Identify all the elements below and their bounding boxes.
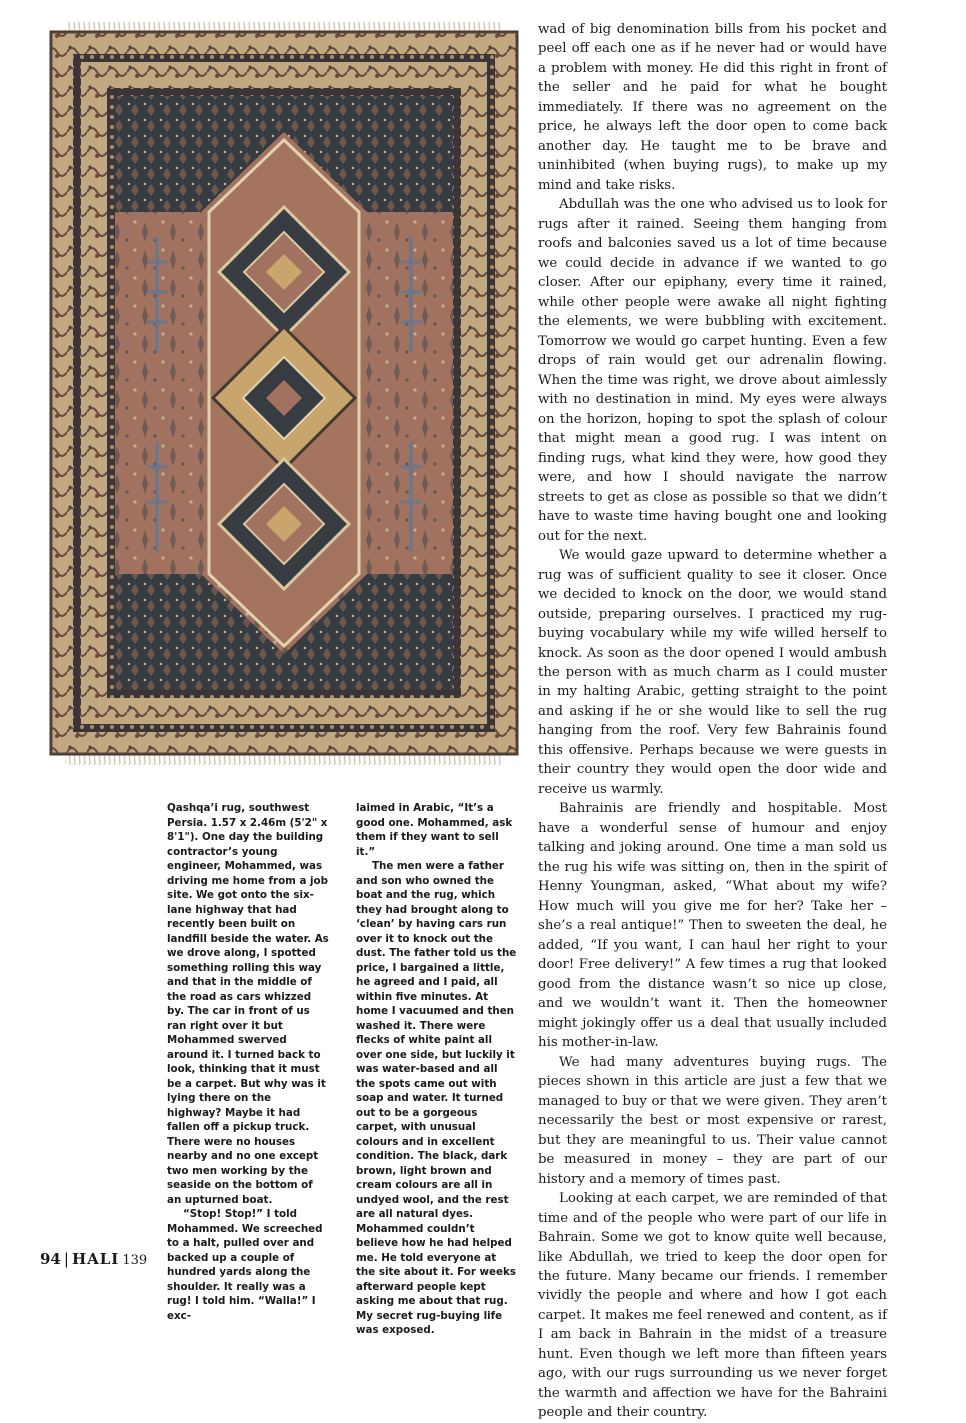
page-folio xyxy=(40,1250,147,1268)
rug-photo xyxy=(47,22,521,765)
caption-paragraph: The men were a father and son who owned the boat and the rug, which they had brought along to ‘clean’ by having cars run over it to knock out the dust. The father told us the price, I bargained a little, he agreed and I paid, all within five minutes. At home I vacuumed and then washed it. There were flecks of white paint all over one side, but luckily it was water-based and all the spots came out with soap and water. It turned out to be a gorgeous carpet, with unusual colours and in excellent condition. The black, dark brown, light brown and cream colours are all in undyed wool, and the rest are all natural dyes. Mohammed couldn’t believe how he had helped me. He told everyone at the site about it. For weeks afterward people kept asking me about that rug. My secret rug-buying life was exposed. xyxy=(356,860,517,1336)
article-paragraph: Bahrainis are friendly and hospitable. Most have a wonderful sense of humour and enjoy talking and joking around. One time a man sold us the rug his wife was sitting on, then in the spirit of Henny Youngman, asked, “What about my wife? How much will you give me for her? Take her – she’s a real antique!” Then to sweeten the deal, he added, “If you want, I can haul her right to your door! Free delivery!” A few times a rug that looked good from the distance wasn’t so nice up close, and we wouldn’t want it. Then the homeowner might jokingly offer us a deal that usually included his mother-in-law. xyxy=(538,801,887,1051)
caption-paragraph: “Stop! Stop!” I told Mohammed. We screeched to a halt, pulled over and backed up a couple of hundred yards along the shoulder. It really was a rug! I told him. “Walla!” I exc- xyxy=(167,1208,323,1322)
page-number: 94 xyxy=(40,1250,61,1268)
caption-paragraph: laimed in Arabic, “It’s a good one. Mohammed, ask them if they want to sell it.” xyxy=(356,802,513,858)
caption-column-2 xyxy=(356,801,518,1338)
article-paragraph: Abdullah was the one who advised us to look for rugs after it rained. Seeing them hanging from roofs and balconies saved us a lot of time because we could decide in advance if we wanted to go closer. After our epiphany, every time it rained, while other people were awake all night fighting the elements, we were bubbling with excitement. Tomorrow we would go carpet hunting. Even a few drops of rain would get our adrenalin flowing. When the time was right, we drove about aimlessly with no destination in mind. My eyes were always on the horizon, hoping to spot the splash of colour that might mean a good rug. I was intent on finding rugs, what kind they were, how good they were, and how I should navigate the narrow streets to get as close as possible so that we didn’t have to waste time having bought one and looking out for the next. xyxy=(538,197,887,544)
article-paragraph: Looking at each carpet, we are reminded of that time and of the people who were part of our life in Bahrain. Some we got to know quite well because, like Abdullah, we tried to keep the door open for the future. Many became our friends. I remember vividly the people and where and how I got each carpet. It makes me feel renewed and content, as if I am back in Bahrain in the midst of a treasure hunt. Even though we left more than fifteen years ago, with our rugs surrounding us we never forget the warmth and affection we have for the Bahraini people and their country. xyxy=(538,1191,887,1421)
magazine-name: HALI xyxy=(71,1250,120,1268)
issue-number: 139 xyxy=(122,1253,148,1268)
caption-paragraph: Qashqa’i rug, southwest Persia. 1.57 x 2.46m (5'2" x 8'1"). One day the building contractor’s young engineer, Mohammed, was driving me home from a job site. We got onto the six-lane highway that had recently been built on landfill beside the water. As we drove along, I spotted something rolling this way and that in the middle of the road as cars whizzed by. The car in front of us ran right over it but Mohammed swerved around it. I turned back to look, thinking that it must be a carpet. But why was it lying there on the highway? Maybe it had fallen off a pickup truck. There were no houses nearby and no one except two men working by the seaside on the bottom of an upturned boat. xyxy=(167,802,329,1206)
article-body xyxy=(538,20,887,1423)
caption-column-1 xyxy=(167,801,329,1323)
article-paragraph: We would gaze upward to determine whether a rug was of sufficient quality to see it closer. Once we decided to knock on the door, we would stand outside, preparing ourselves. I practiced my rug-buying vocabulary while my wife willed herself to knock. As soon as the door opened I would ambush the person with as much charm as I could muster in my halting Arabic, getting straight to the point and asking if he or she would like to sell the rug hanging from the roof. Very few Bahrainis found this offensive. Perhaps because we were guests in their country they would open the door wide and receive us warmly. xyxy=(538,548,887,797)
article-paragraph: We had many adventures buying rugs. The pieces shown in this article are just a few that we managed to buy or that we were given. They aren’t necessarily the best or most expensive or rarest, but they are meaningful to us. Their value cannot be measured in money – they are part of our history and a memory of times past. xyxy=(538,1054,887,1187)
article-paragraph: wad of big denomination bills from his pocket and peel off each one as if he never had or would have a problem with money. He did this right in front of the seller and he paid for what he bought immediately. If there was no agreement on the price, he always left the door open to come back another day. He taught me to be brave and uninhibited (when buying rugs), to make up my mind and take risks. xyxy=(538,22,887,193)
folio-separator: | xyxy=(63,1250,69,1268)
rug-illustration xyxy=(47,22,521,765)
